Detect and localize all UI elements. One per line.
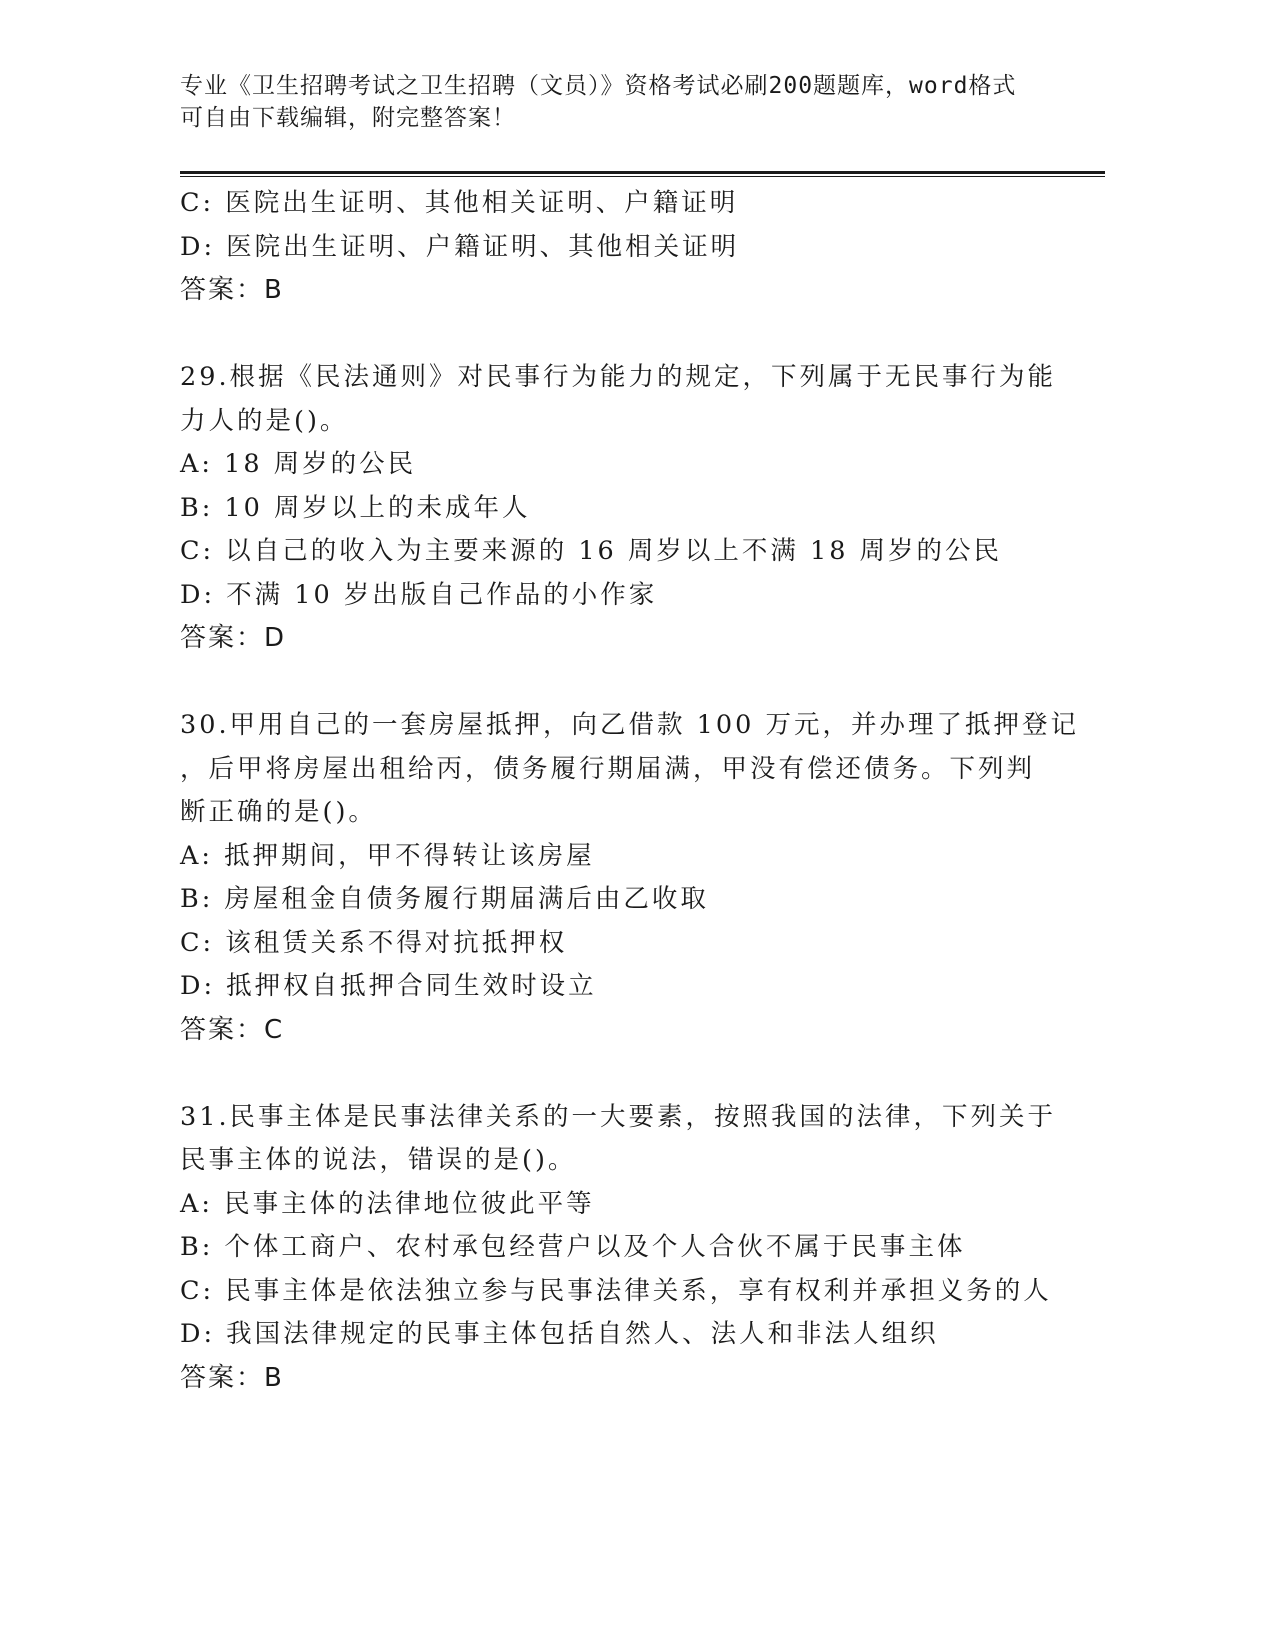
question-continued bbox=[180, 182, 1050, 313]
header-divider-thin bbox=[180, 176, 1105, 177]
question-stem-line: ，后甲将房屋出租给丙，债务履行期届满，甲没有偿还债务。下列判 bbox=[180, 753, 1036, 784]
option-d: D: 我国法律规定的民事主体包括自然人、法人和非法人组织 bbox=[180, 1319, 939, 1349]
spacer bbox=[180, 661, 1050, 705]
option-d: D: 抵押权自抵押合同生效时设立 bbox=[180, 971, 597, 1001]
option-b: B: 个体工商户、农村承包经营户以及个人合伙不属于民事主体 bbox=[180, 1232, 966, 1262]
answer-line: 答案：D bbox=[180, 623, 287, 653]
option-a: A: 18 周岁的公民 bbox=[180, 449, 417, 479]
question-stem-line: 力人的是()。 bbox=[180, 405, 349, 436]
question-stem-line: 30.甲用自己的一套房屋抵押，向乙借款 100 万元，并办理了抵押登记 bbox=[180, 710, 1079, 740]
question-stem-line: 29.根据《民法通则》对民事行为能力的规定，下列属于无民事行为能 bbox=[180, 362, 1057, 392]
header-divider-thick bbox=[180, 171, 1105, 174]
spacer bbox=[180, 313, 1050, 357]
option-b: B: 10 周岁以上的未成年人 bbox=[180, 492, 531, 523]
answer-line: 答案：B bbox=[180, 1362, 284, 1393]
option-a: A: 抵押期间，甲不得转让该房屋 bbox=[180, 840, 595, 871]
header-title-line-1: 专业《卫生招聘考试之卫生招聘（文员）》资格考试必刷200题题库，word格式 bbox=[180, 73, 1017, 99]
option-b: B: 房屋租金自债务履行期届满后由乙收取 bbox=[180, 884, 709, 914]
question-31 bbox=[180, 1096, 1057, 1401]
option-d: D: 不满 10 岁出版自己作品的小作家 bbox=[180, 579, 658, 610]
option-a: A: 民事主体的法律地位彼此平等 bbox=[180, 1188, 595, 1219]
question-29 bbox=[180, 356, 1057, 661]
answer-line: 答案：B bbox=[180, 275, 284, 305]
spacer bbox=[180, 1052, 1050, 1096]
question-stem-line: 民事主体的说法，错误的是()。 bbox=[180, 1145, 577, 1175]
header-divider bbox=[180, 171, 1105, 178]
option-c: C: 以自己的收入为主要来源的 16 周岁以上不满 18 周岁的公民 bbox=[180, 536, 1003, 566]
header-title-line-2: 可自由下载编辑，附完整答案！ bbox=[180, 105, 516, 131]
option-d: D: 医院出生证明、户籍证明、其他相关证明 bbox=[180, 231, 740, 262]
document-header bbox=[180, 70, 1040, 134]
question-30 bbox=[180, 704, 1079, 1052]
option-c: C: 该租赁关系不得对抗抵押权 bbox=[180, 927, 568, 958]
answer-line: 答案：C bbox=[180, 1014, 285, 1045]
question-stem-line: 断正确的是()。 bbox=[180, 797, 377, 827]
option-c: C: 医院出生证明、其他相关证明、户籍证明 bbox=[180, 188, 739, 218]
option-c: C: 民事主体是依法独立参与民事法律关系，享有权利并承担义务的人 bbox=[180, 1275, 1052, 1306]
question-content bbox=[180, 182, 1079, 1400]
question-stem-line: 31.民事主体是民事法律关系的一大要素，按照我国的法律，下列关于 bbox=[180, 1101, 1057, 1132]
